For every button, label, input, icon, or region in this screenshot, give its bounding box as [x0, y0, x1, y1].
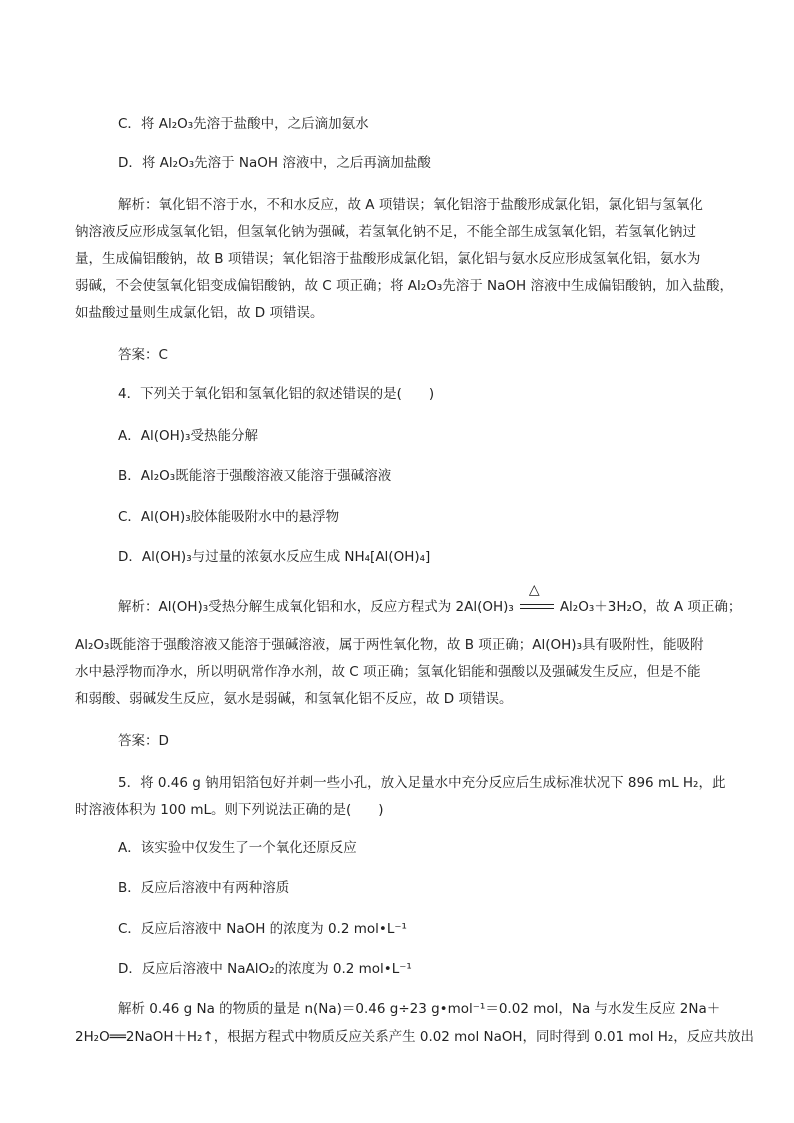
q4-option-d: D．Al(OH)₃与过量的浓氨水反应生成 NH₄[Al(OH)₄]: [118, 549, 431, 565]
option-d-line: D．将 Al₂O₃先溶于 NaOH 溶液中，之后再滴加盐酸: [118, 155, 431, 171]
analysis-paragraph-line: 量，生成偏铝酸钠，故 B 项错误；氧化铝溶于盐酸形成氯化铝，氯化铝与氨水反应形成氢氧化铝，氨水为: [75, 251, 701, 267]
q4-analysis-line: 水中悬浮物而净水，所以明矾常作净水剂，故 C 项正确；氢氧化铝能和强酸以及强碱发生反应，但是不能: [75, 664, 701, 680]
question-4-stem: 4．下列关于氧化铝和氢氧化铝的叙述错误的是( ): [118, 386, 435, 402]
question-5-stem-cont: 时溶液体积为 100 mL。则下列说法正确的是( ): [75, 802, 384, 818]
analysis-paragraph-line: 解析：氧化铝不溶于水，不和水反应，故 A 项错误；氧化铝溶于盐酸形成氯化铝，氯化铝与氢氧化: [118, 197, 703, 213]
analysis-paragraph-line: 如盐酸过量则生成氯化铝，故 D 项错误。: [75, 305, 324, 321]
heating-equals-sign: [520, 582, 554, 617]
q5-option-b: B．反应后溶液中有两种溶质: [118, 880, 290, 896]
q4-analysis-line: 和弱酸、弱碱发生反应，氨水是弱碱，和氢氧化铝不反应，故 D 项错误。: [75, 691, 513, 707]
q5-option-d: D．反应后溶液中 NaAlO₂的浓度为 0.2 mol•L⁻¹: [118, 961, 412, 977]
answer-line: 答案：C: [118, 347, 168, 363]
q4-option-c: C．Al(OH)₃胶体能吸附水中的悬浮物: [118, 509, 340, 525]
q5-option-a: A．该实验中仅发生了一个氧化还原反应: [118, 840, 357, 856]
q4-analysis-equation-line: [118, 582, 742, 617]
heat-triangle-icon: △: [528, 582, 540, 598]
q5-analysis-line: 解析 0.46 g Na 的物质的量是 n(Na)＝0.46 g÷23 g•mol⁻¹＝0.02 mol，Na 与水发生反应 2Na＋: [118, 1001, 721, 1017]
question-5-stem: 5．将 0.46 g 钠用铝箔包好并刺一些小孔，放入足量水中充分反应后生成标准状况下 896 mL H₂，此: [118, 775, 726, 791]
option-c-line: C．将 Al₂O₃先溶于盐酸中，之后滴加氨水: [118, 116, 369, 132]
analysis-paragraph-line: 钠溶液反应形成氢氧化铝，但氢氧化钠为强碱，若氢氧化钠不足，不能全部生成氢氧化铝，若氢氧化钠过: [75, 224, 696, 240]
equation-suffix: Al₂O₃＋3H₂O，故 A 项正确；: [559, 599, 742, 615]
q4-analysis-line: Al₂O₃既能溶于强酸溶液又能溶于强碱溶液，属于两性氧化物，故 B 项正确；Al(OH)₃具有吸附性，能吸附: [75, 637, 704, 653]
q5-option-c: C．反应后溶液中 NaOH 的浓度为 0.2 mol•L⁻¹: [118, 921, 407, 937]
q4-option-a: A．Al(OH)₃受热能分解: [118, 428, 258, 444]
answer-line: 答案：D: [118, 733, 169, 749]
analysis-paragraph-line: 弱碱，不会使氢氧化铝变成偏铝酸钠，故 C 项正确；将 Al₂O₃先溶于 NaOH 溶液中生成偏铝酸钠，加入盐酸，: [75, 278, 733, 294]
q4-option-b: B．Al₂O₃既能溶于强酸溶液又能溶于强碱溶液: [118, 468, 392, 484]
q5-analysis-line: 2H₂O══2NaOH＋H₂↑，根据方程式中物质反应关系产生 0.02 mol NaOH，同时得到 0.01 mol H₂，反应共放出: [75, 1029, 755, 1045]
equation-prefix: 解析：Al(OH)₃受热分解生成氧化铝和水，反应方程式为 2Al(OH)₃: [118, 599, 514, 615]
